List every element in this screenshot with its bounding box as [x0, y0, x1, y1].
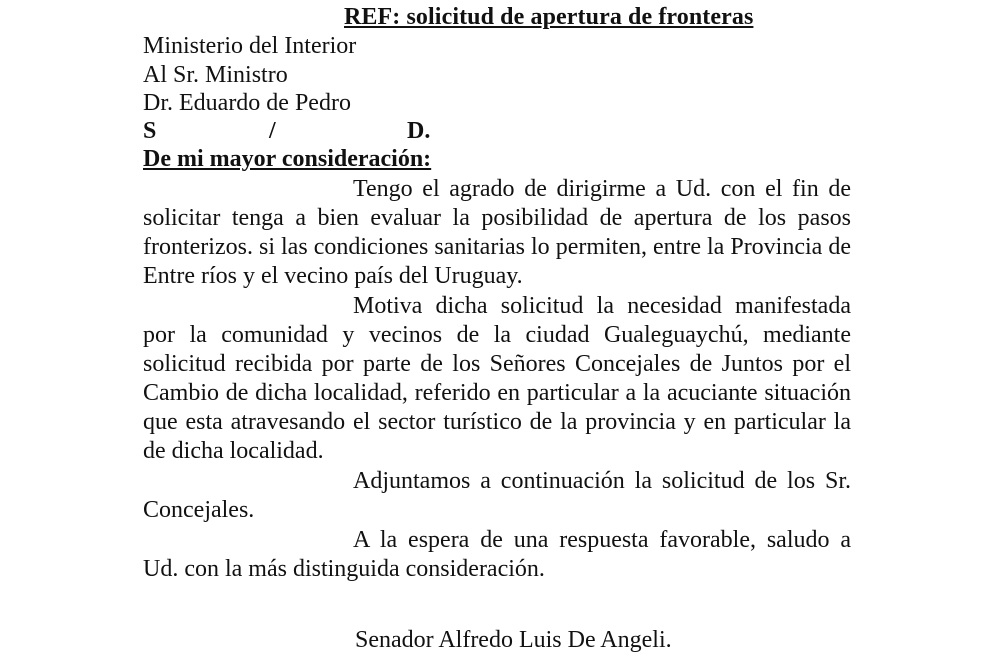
recipient-ministry: Ministerio del Interior — [143, 33, 357, 59]
paragraph-1: Tengo el agrado de dirigirme a Ud. con el fin de solicitar tenga a bien evaluar la posibilidad de apertura de los pasos fronterizos. si las condiciones sanitarias lo permiten, entre la Provincia de Entre ríos y el vecino país del Uruguay. — [143, 176, 851, 289]
reference-heading: REF: solicitud de apertura de fronteras — [344, 4, 754, 30]
sd-d: D. — [407, 118, 431, 144]
su-despacho-line — [143, 118, 437, 148]
signature: Senador Alfredo Luis De Angeli. — [355, 627, 672, 653]
paragraph-3: Adjuntamos a continuación la solicitud de los Sr. Concejales. — [143, 468, 851, 523]
recipient-title: Al Sr. Ministro — [143, 62, 288, 88]
paragraph-2: Motiva dicha solicitud la necesidad manifestada por la comunidad y vecinos de la ciudad Gualeguaychú, mediante solicitud recibida por parte de los Señores Concejales de Juntos por el Cambio de dicha localidad, referido en particular a la acuciante situación que esta atravesando el sector turístico de la provincia y en particular la de dicha localidad. — [143, 293, 851, 464]
paragraph-4: A la espera de una respuesta favorable, saludo a Ud. con la más distinguida consideración. — [143, 527, 851, 582]
greeting: De mi mayor consideración: — [143, 146, 432, 172]
sd-slash: / — [269, 118, 276, 144]
sd-s: S — [143, 118, 157, 144]
letter-body — [143, 175, 851, 584]
recipient-name: Dr. Eduardo de Pedro — [143, 90, 351, 116]
